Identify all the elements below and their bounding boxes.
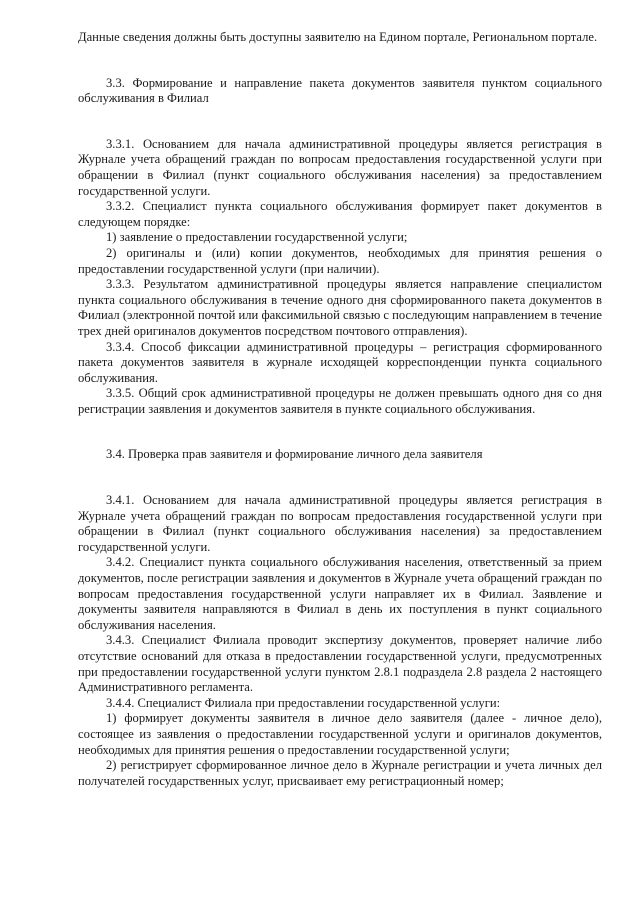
spacer xyxy=(78,46,602,76)
section-heading-3-3: 3.3. Формирование и направление пакета документов заявителя пунктом социального обслуживания в Филиал xyxy=(78,75,602,106)
spacer xyxy=(78,463,602,493)
paragraph-3-4-2: 3.4.2. Специалист пункта социального обслуживания населения, ответственный за прием документов, после регистрации заявления и документов в Журнале учета обращений граждан по вопросам предоставления государственной услуги направляет их в Филиал. Заявление и документы заявителя направляются в Филиал в день их поступления в пункт социального обслуживания населения. xyxy=(78,555,602,632)
list-item-3-4-4-2: 2) регистрирует сформированное личное дело в Журнале регистрации и учета личных дел получателей государственных услуг, присваивает ему регистрационный номер; xyxy=(78,758,602,788)
paragraph-3-4-4: 3.4.4. Специалист Филиала при предоставлении государственной услуги: xyxy=(106,695,501,710)
spacer xyxy=(78,107,602,137)
paragraph-3-4-1: 3.4.1. Основанием для начала административной процедуры является регистрация в Журнале учета обращений граждан по вопросам предоставления государственной услуги при обращении в Филиал (пункт социального обслуживания населения) за предоставлением государственной услуги. xyxy=(78,493,602,554)
paragraph-3-3-5: 3.3.5. Общий срок административной процедуры не должен превышать одного дня со дня регистрации заявления и документов заявителя в пункте социального обслуживания. xyxy=(78,386,602,416)
list-item-3-3-2-1: 1) заявление о предоставлении государственной услуги; xyxy=(106,230,408,245)
list-item-3-3-2-2: 2) оригиналы и (или) копии документов, необходимых для принятия решения о предоставлении государственной услуги (при наличии). xyxy=(78,245,602,276)
section-heading-3-4: 3.4. Проверка прав заявителя и формирование личного дела заявителя xyxy=(106,447,483,462)
paragraph-3-3-2: 3.3.2. Специалист пункта социального обслуживания формирует пакет документов в следующем порядке: xyxy=(78,199,602,229)
list-item-3-4-4-1: 1) формирует документы заявителя в личное дело заявителя (далее - личное дело), состоящее из заявления о предоставлении государственной услуги и оригиналов документов, необходимых для принятия решения о предоставлении государственной услуги; xyxy=(78,711,602,757)
paragraph-3-3-1: 3.3.1. Основанием для начала административной процедуры является регистрация в Журнале учета обращений граждан по вопросам предоставления государственной услуги при обращении в Филиал (пункт социального обслуживания населения) за предоставлением государственной услуги. xyxy=(78,136,602,198)
paragraph-3-3-3: 3.3.3. Результатом административной процедуры является направление специалистом пункта социального обслуживания в течение одного дня сформированного пакета документов в Филиал (электронной почтой или факсимильной связью с последующим направлением в течение трех дней оригиналов документов посредством почтового отправления). xyxy=(78,277,602,338)
spacer xyxy=(78,417,602,447)
paragraph-intro: Данные сведения должны быть доступны заявителю на Едином портале, Региональном портале. xyxy=(78,30,598,44)
paragraph-3-4-3: 3.4.3. Специалист Филиала проводит экспертизу документов, проверяет наличие либо отсутствие оснований для отказа в предоставлении государственной услуги, предусмотренных при предоставлении государственной услуги пунктом 2.8.1 подраздела 2.8 раздела 2 настоящего Административного регламента. xyxy=(78,633,602,695)
paragraph-3-3-4: 3.3.4. Способ фиксации административной процедуры – регистрация сформированного пакета документов заявителя в журнале исходящей корреспонденции пункта социального обслуживания. xyxy=(78,339,602,385)
